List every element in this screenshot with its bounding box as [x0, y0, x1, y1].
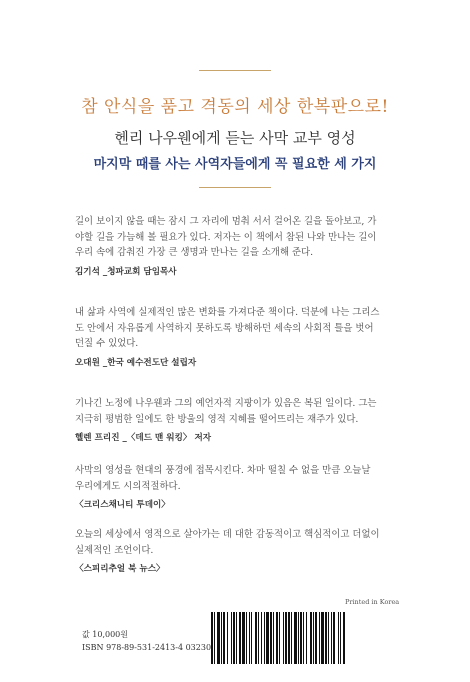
isbn: ISBN 978-89-531-2413-4 03230	[82, 643, 212, 652]
barcode-bar	[233, 612, 235, 664]
printed-in-label: Printed in Korea	[345, 598, 400, 606]
top-divider	[199, 70, 271, 71]
review-text	[75, 214, 395, 261]
barcode-bar	[315, 612, 317, 664]
barcode-bar	[338, 612, 339, 664]
barcode-bar	[298, 612, 299, 664]
barcode-bar	[321, 612, 324, 664]
barcode-bar	[273, 612, 274, 664]
barcode-bar	[319, 612, 320, 664]
review-line: 기나긴 노정에 나우웬과 그의 예언자적 지팡이가 있음은 복된 일이다. 그는	[75, 398, 377, 409]
barcode-bar	[251, 612, 252, 664]
review-line: 실제적인 조언이다.	[75, 544, 154, 556]
review-text	[75, 463, 395, 494]
review-text	[75, 527, 395, 558]
review-4	[75, 463, 395, 510]
barcode	[210, 612, 386, 664]
barcode-bar	[246, 612, 247, 664]
barcode-bar	[313, 612, 314, 664]
barcode-bar	[221, 612, 222, 664]
barcode-bar	[279, 612, 280, 664]
review-line: 지극히 평범한 일에도 한 방울의 영적 지혜를 떨어뜨리는 재주가 있다.	[75, 413, 359, 425]
review-source: 헬렌 프리진 _〈데드 맨 워킹〉 저자	[75, 433, 212, 443]
barcode-bar	[343, 612, 345, 664]
barcode-bar	[328, 612, 329, 664]
barcode-bar	[211, 612, 213, 664]
tagline: 마지막 때를 사는 사역자들에게 꼭 필요한 세 가지	[93, 157, 377, 172]
barcode-bar	[325, 612, 327, 664]
review-source: 김기석 _청파교회 담임목사	[75, 266, 177, 277]
barcode-bar	[285, 612, 287, 664]
review-source: 오대원 _한국 예수전도단 설립자	[75, 357, 197, 368]
barcode-bar	[331, 612, 332, 664]
review-source: 〈크리스채니티 투데이〉	[75, 500, 170, 510]
barcode-bar	[258, 612, 259, 664]
review-line: 던질 수 있었다.	[75, 338, 139, 349]
barcode-bar	[276, 612, 278, 664]
review-line: 야할 길을 가늠해 볼 필요가 있다. 저자는 이 책에서 참된 나와 만나는 길이	[75, 231, 377, 243]
review-line: 길이 보이지 않을 때는 잠시 그 자리에 멈춰 서서 걸어온 길을 돌아보고, 가	[75, 216, 377, 227]
review-line: 도 안에서 자유롭게 사역하지 못하도록 방해하던 세속의 사회적 틀을 벗어	[75, 322, 374, 334]
barcode-bar	[242, 612, 245, 664]
price-block	[82, 628, 211, 654]
review-line: 내 삶과 사역에 실제적인 많은 변화를 가져다준 책이다. 덕분에 나는 그리스	[75, 307, 380, 318]
barcode-bar	[266, 612, 269, 664]
barcode-bar	[236, 612, 237, 664]
subtitle: 헨리 나우웬에게 듣는 사막 교부 영성	[114, 129, 356, 147]
barcode-bar	[264, 612, 265, 664]
barcode-bar	[291, 612, 292, 664]
barcode-bar	[294, 612, 297, 664]
barcode-bar	[261, 612, 262, 664]
review-2	[75, 305, 395, 368]
barcode-bar	[300, 612, 302, 664]
bottom-divider	[199, 187, 271, 188]
price: 값 10,000원	[82, 630, 128, 639]
barcode-bar	[214, 612, 215, 664]
review-source: 〈스피리추얼 북 뉴스〉	[75, 564, 165, 574]
barcode-bar	[239, 612, 241, 664]
barcode-bar	[270, 612, 272, 664]
barcode-bar	[255, 612, 257, 664]
review-text	[75, 396, 395, 427]
barcode-bar	[288, 612, 290, 664]
review-1	[75, 214, 395, 277]
barcode-bar	[223, 612, 225, 664]
review-line: 우리 속에 감춰진 가장 큰 생명과 만나는 길을 소개해 준다.	[75, 247, 314, 258]
barcode-bar	[310, 612, 312, 664]
headline: 참 안식을 품고 격동의 세상 한복판으로!	[81, 97, 389, 117]
review-line: 사막의 영성을 현대의 풍경에 접목시킨다. 차마 떨칠 수 없을 만큼 오늘날	[75, 465, 371, 476]
barcode-bar	[249, 612, 250, 664]
review-3	[75, 396, 395, 443]
review-5	[75, 527, 395, 574]
barcode-bar	[283, 612, 284, 664]
barcode-bar	[217, 612, 220, 664]
review-text	[75, 305, 395, 352]
barcode-bar	[306, 612, 307, 664]
barcode-bar	[333, 612, 335, 664]
barcode-bar	[227, 612, 228, 664]
barcode-bar	[231, 612, 232, 664]
barcode-bar	[340, 612, 341, 664]
review-line: 우리에게도 시의적절하다.	[75, 480, 181, 492]
review-line: 오늘의 세상에서 영적으로 살아가는 데 대한 감동적이고 핵심적이고 더없이	[75, 529, 380, 540]
barcode-bar	[303, 612, 304, 664]
